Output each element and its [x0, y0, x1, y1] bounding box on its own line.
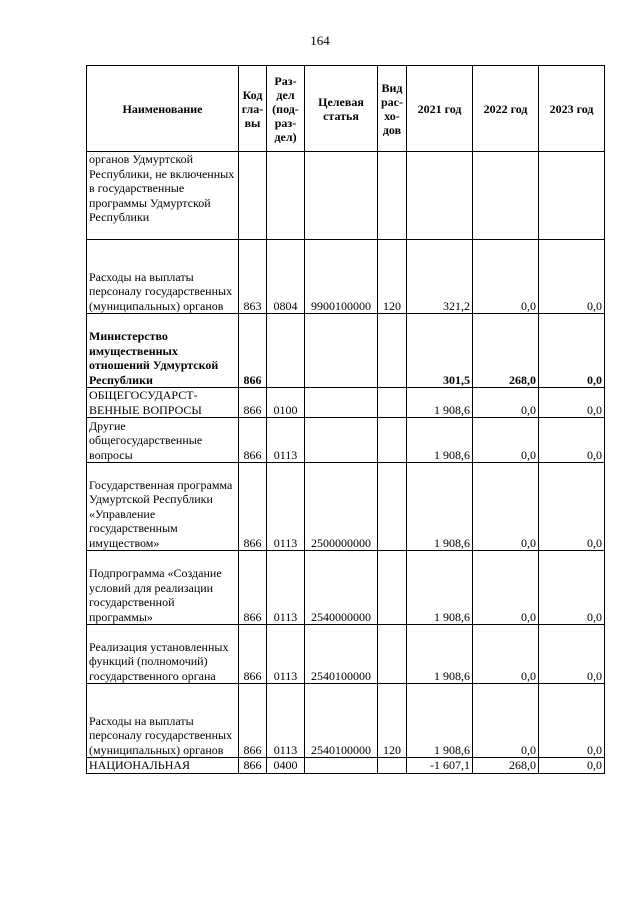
- row-2023: 0,0: [539, 551, 605, 625]
- row-2021: 1 908,6: [407, 684, 473, 758]
- row-name: ОБЩЕГОСУДАРСТ- ВЕННЫЕ ВОПРОСЫ: [87, 388, 239, 418]
- row-target: [305, 418, 378, 463]
- row-section: 0113: [267, 418, 305, 463]
- row-2022: 0,0: [473, 625, 539, 684]
- row-section: 0113: [267, 625, 305, 684]
- row-expense-type: 120: [378, 240, 407, 314]
- row-expense-type: [378, 152, 407, 240]
- header-chapter: Код гла- вы: [239, 66, 267, 152]
- row-chapter: 866: [239, 418, 267, 463]
- row-expense-type: [378, 625, 407, 684]
- row-target: [305, 758, 378, 774]
- row-2022: 268,0: [473, 314, 539, 388]
- row-2023: 0,0: [539, 240, 605, 314]
- row-target: 2540000000: [305, 551, 378, 625]
- row-chapter: 866: [239, 463, 267, 551]
- row-expense-type: [378, 758, 407, 774]
- row-chapter: 866: [239, 551, 267, 625]
- row-section: [267, 314, 305, 388]
- row-chapter: 866: [239, 314, 267, 388]
- row-expense-type: [378, 314, 407, 388]
- row-2021: 1 908,6: [407, 463, 473, 551]
- row-section: 0113: [267, 463, 305, 551]
- row-2022: 0,0: [473, 388, 539, 418]
- row-2023: 0,0: [539, 758, 605, 774]
- header-2023: 2023 год: [539, 66, 605, 152]
- row-section: 0113: [267, 551, 305, 625]
- row-2022: 0,0: [473, 463, 539, 551]
- header-2021: 2021 год: [407, 66, 473, 152]
- row-target: 2500000000: [305, 463, 378, 551]
- row-2022: 268,0: [473, 758, 539, 774]
- header-section: Раз- дел (под- раз- дел): [267, 66, 305, 152]
- row-chapter: 866: [239, 684, 267, 758]
- row-expense-type: 120: [378, 684, 407, 758]
- row-target: [305, 314, 378, 388]
- table-row: [87, 463, 605, 551]
- row-target: 2540100000: [305, 625, 378, 684]
- row-2022: [473, 152, 539, 240]
- row-2023: 0,0: [539, 314, 605, 388]
- row-target: [305, 388, 378, 418]
- row-2021: 1 908,6: [407, 418, 473, 463]
- row-chapter: 866: [239, 388, 267, 418]
- row-section: 0113: [267, 684, 305, 758]
- row-2021: -1 607,1: [407, 758, 473, 774]
- row-expense-type: [378, 551, 407, 625]
- header-target: Целевая статья: [305, 66, 378, 152]
- row-chapter: 866: [239, 758, 267, 774]
- row-section: 0100: [267, 388, 305, 418]
- row-section: 0400: [267, 758, 305, 774]
- row-section: [267, 152, 305, 240]
- header-2022: 2022 год: [473, 66, 539, 152]
- row-2021: [407, 152, 473, 240]
- row-target: 2540100000: [305, 684, 378, 758]
- row-name: НАЦИОНАЛЬНАЯ: [87, 758, 239, 774]
- row-name: органов Удмуртской Республики, не включенных в государственные программы Удмуртской Республики: [87, 152, 239, 240]
- row-2021: 321,2: [407, 240, 473, 314]
- row-expense-type: [378, 388, 407, 418]
- row-2022: 0,0: [473, 240, 539, 314]
- header-name: Наименование: [87, 66, 239, 152]
- table-row: [87, 388, 605, 418]
- row-2021: 1 908,6: [407, 551, 473, 625]
- row-2022: 0,0: [473, 418, 539, 463]
- table-row: [87, 684, 605, 758]
- row-section: 0804: [267, 240, 305, 314]
- row-chapter: 866: [239, 625, 267, 684]
- row-2021: 1 908,6: [407, 388, 473, 418]
- row-target: [305, 152, 378, 240]
- table-row: [87, 625, 605, 684]
- row-chapter: [239, 152, 267, 240]
- row-name: Подпрограмма «Создание условий для реализации государственной программы»: [87, 551, 239, 625]
- row-expense-type: [378, 463, 407, 551]
- row-2021: 301,5: [407, 314, 473, 388]
- table-row: [87, 240, 605, 314]
- row-2023: 0,0: [539, 625, 605, 684]
- row-2023: 0,0: [539, 463, 605, 551]
- page-number: 164: [310, 33, 330, 48]
- row-2022: 0,0: [473, 551, 539, 625]
- row-2023: 0,0: [539, 418, 605, 463]
- row-expense-type: [378, 418, 407, 463]
- row-name: Государственная программа Удмуртской Республики «Управление государственным имуществом»: [87, 463, 239, 551]
- row-2023: 0,0: [539, 388, 605, 418]
- table-row: [87, 758, 605, 774]
- row-2023: 0,0: [539, 684, 605, 758]
- row-name: Министерство имущественных отношений Удмуртской Республики: [87, 314, 239, 388]
- table-row: [87, 152, 605, 240]
- row-2023: [539, 152, 605, 240]
- row-2022: 0,0: [473, 684, 539, 758]
- row-2021: 1 908,6: [407, 625, 473, 684]
- table-row: [87, 314, 605, 388]
- table-row: [87, 551, 605, 625]
- row-target: 9900100000: [305, 240, 378, 314]
- row-name: Расходы на выплаты персоналу государственных (муниципальных) органов: [87, 684, 239, 758]
- row-name: Расходы на выплаты персоналу государственных (муниципальных) органов: [87, 240, 239, 314]
- row-name: Реализация установленных функций (полномочий) государственного органа: [87, 625, 239, 684]
- table-header-row: [87, 66, 605, 152]
- header-expense-type: Вид рас- хо- дов: [378, 66, 407, 152]
- table-row: [87, 418, 605, 463]
- row-chapter: 863: [239, 240, 267, 314]
- budget-table: [86, 65, 605, 774]
- row-name: Другие общегосударственные вопросы: [87, 418, 239, 463]
